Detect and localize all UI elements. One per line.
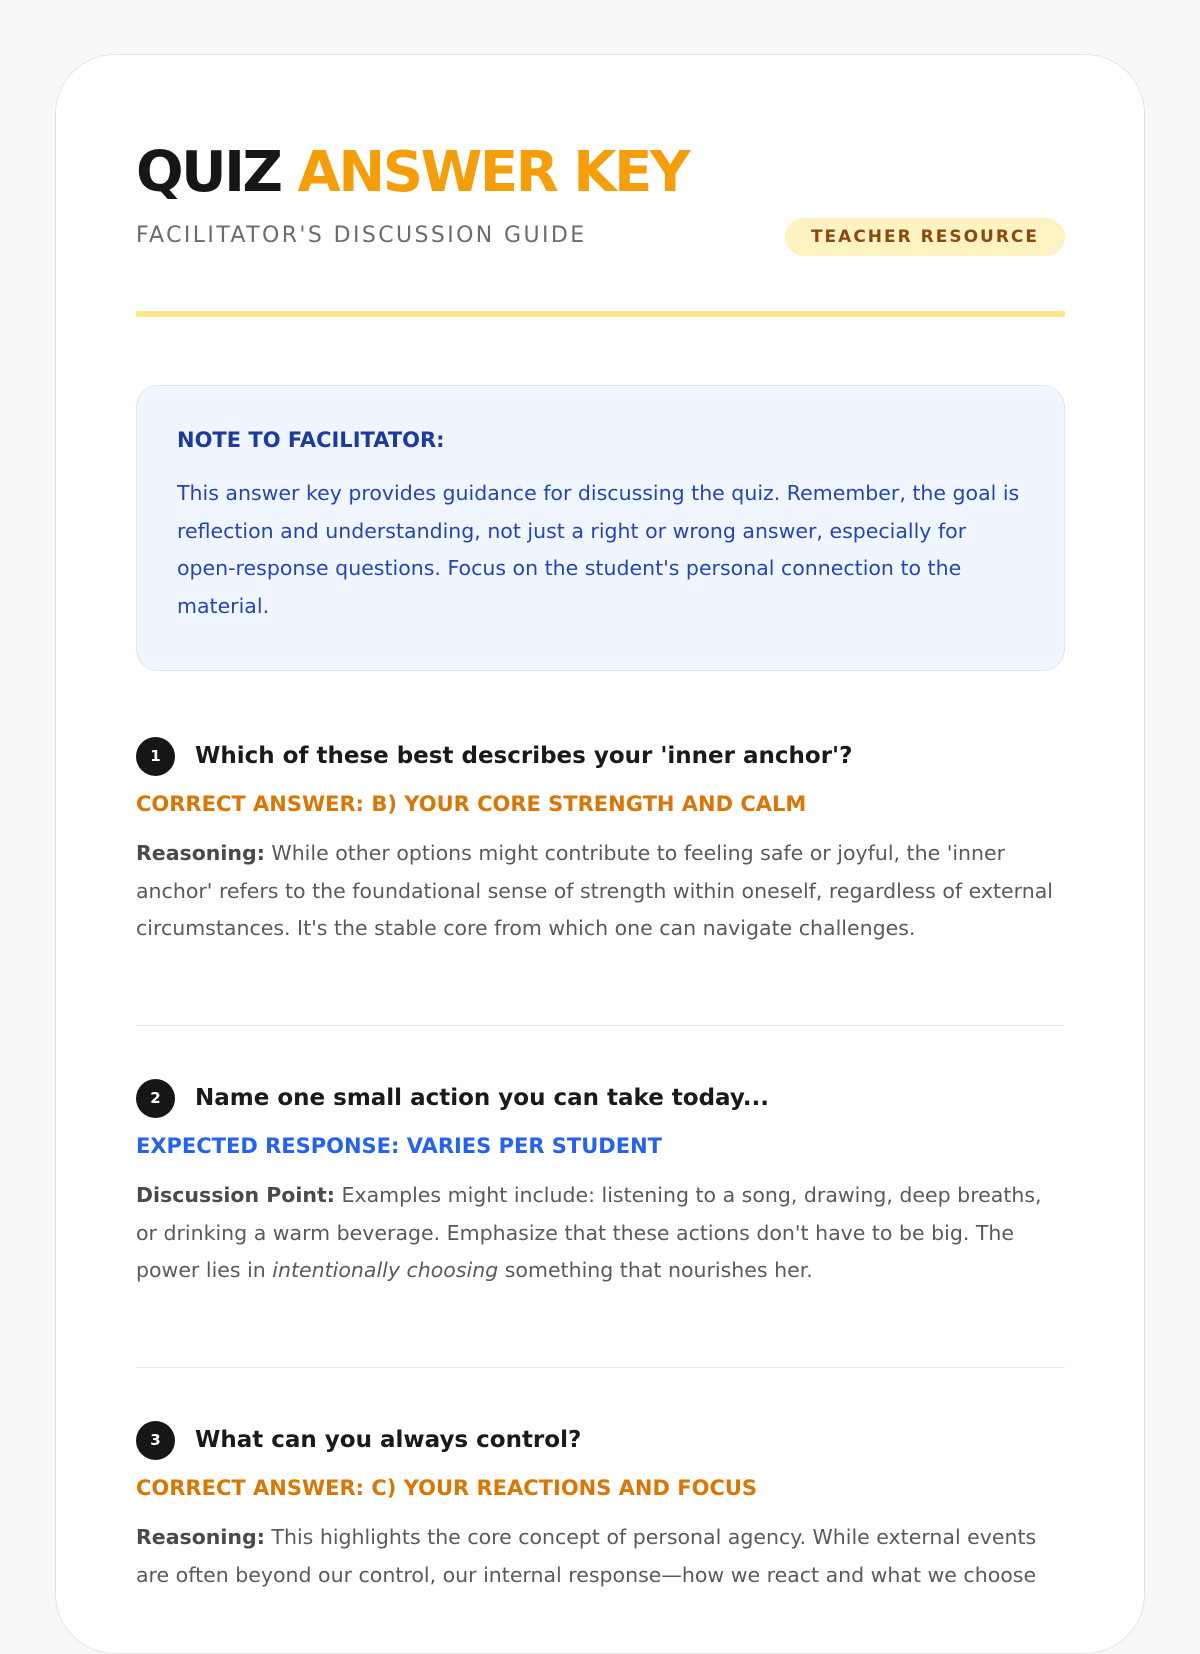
question-item-2	[136, 1078, 1065, 1290]
facilitator-note-body: This answer key provides guidance for discussing the quiz. Remember, the goal is reflection and understanding, not just a right or wrong answer, especially for open-response questions. Focus on the student's personal connection to the material.	[177, 481, 1020, 618]
reasoning-label: Reasoning:	[136, 1525, 265, 1549]
answer-key-card	[55, 54, 1145, 1654]
answer-reasoning	[136, 1519, 1065, 1594]
question-number-badge: 3	[136, 1421, 175, 1460]
question-divider	[136, 1025, 1065, 1026]
question-divider	[136, 1367, 1065, 1368]
question-text: Name one small action you can take today...	[195, 1085, 769, 1111]
discussion-point-text: Examples might include: listening to a song, drawing, deep breaths, or drinking a warm beverage. Emphasize that these actions don't have to be big. The power lies in	[136, 1183, 1042, 1282]
discussion-point-emphasis: intentionally choosing	[272, 1258, 499, 1282]
correct-answer: CORRECT ANSWER: B) YOUR CORE STRENGTH AND CALM	[136, 792, 807, 816]
teacher-resource-badge: TEACHER RESOURCE	[785, 218, 1065, 256]
title-word-quiz: QUIZ	[136, 140, 281, 205]
question-header	[136, 1078, 1065, 1118]
question-header	[136, 736, 1065, 776]
question-text: Which of these best describes your 'inner anchor'?	[195, 743, 853, 769]
reasoning-text: While other options might contribute to feeling safe or joyful, the 'inner anchor' refers to the foundational sense of strength within oneself, regardless of external circumstances. It's the stable core from which one can navigate challenges.	[136, 841, 1053, 940]
reasoning-label: Reasoning:	[136, 841, 265, 865]
discussion-point-text-end: something that nourishes her.	[498, 1258, 813, 1282]
title-word-answer-key: ANSWER KEY	[297, 140, 688, 205]
question-number-badge: 1	[136, 737, 175, 776]
facilitator-note-heading: NOTE TO FACILITATOR:	[177, 428, 445, 452]
question-header	[136, 1420, 1065, 1460]
question-text: What can you always control?	[195, 1427, 582, 1453]
page-subtitle: FACILITATOR'S DISCUSSION GUIDE	[136, 223, 587, 248]
question-number-badge: 2	[136, 1079, 175, 1118]
facilitator-note	[136, 385, 1065, 671]
discussion-point-label: Discussion Point:	[136, 1183, 335, 1207]
question-item-1	[136, 736, 1065, 948]
answer-reasoning	[136, 835, 1065, 948]
discussion-point	[136, 1177, 1065, 1290]
correct-answer: CORRECT ANSWER: C) YOUR REACTIONS AND FOCUS	[136, 1476, 758, 1500]
header-divider	[136, 311, 1065, 317]
page-title	[136, 141, 688, 205]
reasoning-text: This highlights the core concept of personal agency. While external events are often beyond our control, our internal response—how we react and what we choose	[136, 1525, 1037, 1587]
question-item-3	[136, 1420, 1065, 1594]
expected-response: EXPECTED RESPONSE: VARIES PER STUDENT	[136, 1134, 662, 1158]
